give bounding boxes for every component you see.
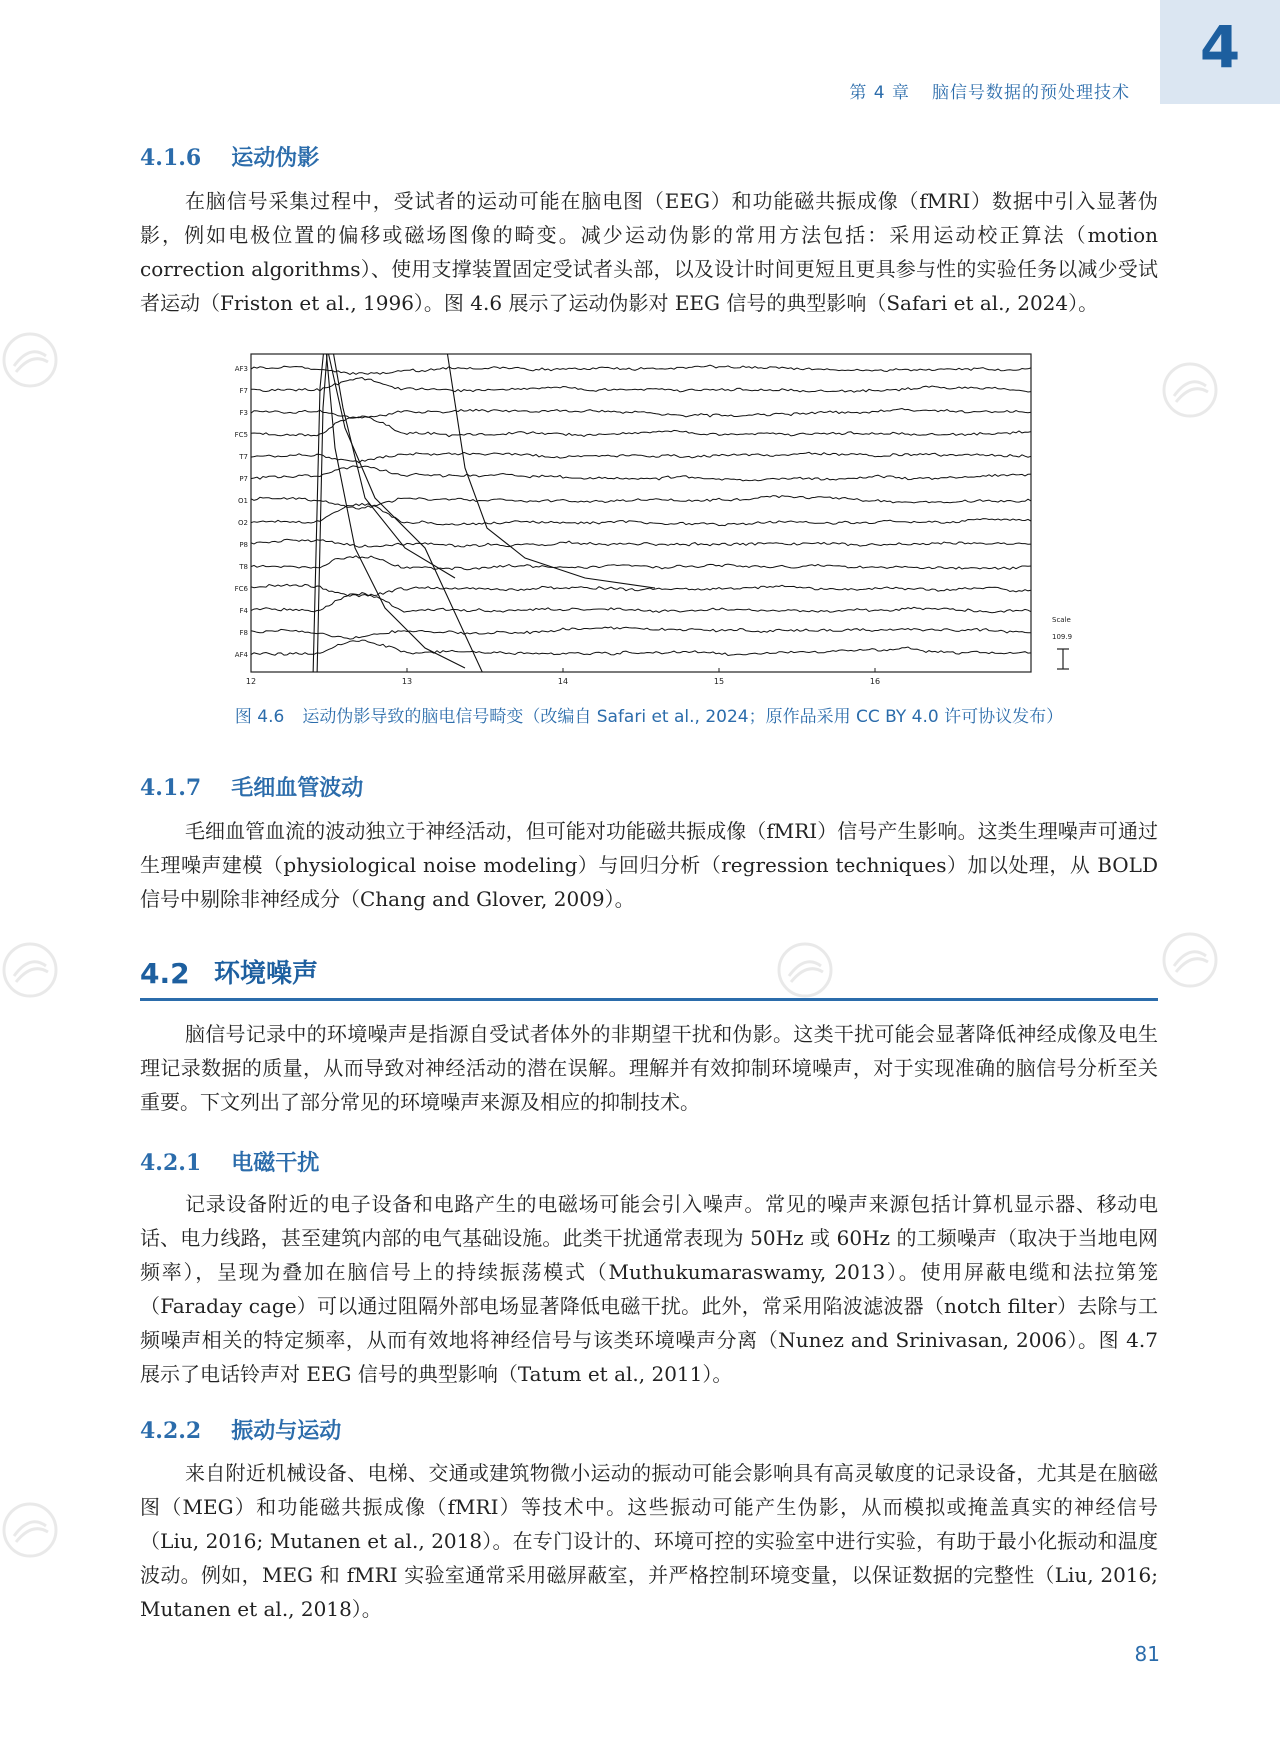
channel-label: F3 (239, 409, 248, 417)
publisher-watermark-logo (0, 330, 60, 390)
publisher-watermark-logo (0, 940, 60, 1000)
eeg-trace-p7 (251, 466, 1031, 481)
channel-label: F7 (239, 387, 248, 395)
channel-label: F4 (239, 607, 248, 615)
plot-frame (251, 354, 1031, 672)
paragraph-text: 来自附近机械设备、电梯、交通或建筑物微小运动的振动可能会影响具有高灵敏度的记录设备，尤其是在脑磁图（MEG）和功能磁共振成像（fMRI）等技术中。这些振动可能产生伪影，从而模拟或掩盖真实的神经信号（Liu, 2016; Mutanen et al., 2018）。在专门设计的、环境可控的实验室中进行实验，有助于最小化振动和温度波动。例如，MEG 和 fMRI 实验室通常采用磁屏蔽室，并严格控制环境变量，以保证数据的完整性（Liu, 2016; Mutanen et al., 2018）。 (140, 1461, 1158, 1621)
channel-label: P7 (239, 475, 248, 483)
section-title: 运动伪影 (231, 145, 320, 171)
publisher-watermark-logo (0, 1500, 60, 1560)
chapter-number: 4 (1199, 13, 1241, 81)
x-tick-label: 15 (713, 677, 725, 686)
scale-label: Scale (1052, 616, 1071, 624)
section-heading-4-1-6 (140, 141, 319, 172)
section-number: 4.2.2 (140, 1418, 202, 1444)
scale-bar (1052, 616, 1072, 669)
section-heading-4-2-2 (140, 1414, 341, 1445)
x-tick-label: 12 (245, 677, 257, 686)
eeg-trace-p8 (251, 539, 1031, 547)
eeg-trace-o2 (251, 504, 1031, 526)
running-head (849, 78, 1130, 103)
page-number: 81 (1134, 1642, 1160, 1666)
paragraph-capillary (140, 814, 1158, 916)
paragraph-text: 脑信号记录中的环境噪声是指源自受试者体外的非期望干扰和伪影。这类干扰可能会显著降低神经成像及电生理记录数据的质量，从而导致对神经活动的潜在误解。理解并有效抑制环境噪声，对于实现准确的脑信号分析至关重要。下文列出了部分常见的环境噪声来源及相应的抑制技术。 (140, 1022, 1158, 1114)
channel-label: T7 (239, 453, 248, 461)
channel-label: AF4 (234, 651, 248, 659)
section-number: 4.1.6 (140, 145, 202, 171)
x-tick-label: 16 (869, 677, 881, 686)
eeg-trace-af3 (251, 365, 1031, 374)
section-number: 4.1.7 (140, 775, 202, 801)
eeg-trace-f4 (251, 593, 1031, 613)
section-heading-4-1-7 (140, 771, 363, 802)
paragraph-em-interference (140, 1187, 1158, 1391)
channel-label: P8 (239, 541, 248, 549)
eeg-trace-t8 (251, 556, 1031, 570)
channel-label: FC6 (234, 585, 248, 593)
section-number: 4.2 (140, 957, 190, 990)
eeg-figure (225, 348, 1085, 688)
section-title: 毛细血管波动 (231, 775, 364, 801)
running-head-chapter: 第 4 章 (849, 83, 910, 103)
channel-label: FC5 (234, 431, 248, 439)
eeg-trace-t7 (251, 452, 1031, 462)
eeg-trace-fc5 (251, 416, 1031, 437)
channel-label: O1 (238, 497, 248, 505)
motion-artifact-trace (313, 348, 465, 678)
publisher-watermark-logo (1160, 930, 1220, 990)
eeg-trace-f7 (251, 378, 1031, 393)
section-heading-4-2-1 (140, 1146, 319, 1177)
publisher-watermark-logo (1160, 360, 1220, 420)
paragraph-environmental-noise (140, 1017, 1158, 1119)
paragraph-vibration (140, 1456, 1158, 1626)
section-title: 环境噪声 (214, 959, 319, 989)
paragraph-text: 记录设备附近的电子设备和电路产生的电磁场可能会引入噪声。常见的噪声来源包括计算机显示器、移动电话、电力线路，甚至建筑内部的电气基础设施。此类干扰通常表现为 50Hz 或 60Hz 的工频噪声（取决于当地电网频率），呈现为叠加在脑信号上的持续振荡模式（Muthukumaraswamy, 2013）。使用屏蔽电缆和法拉第笼（Faraday cage）可以通过阻隔外部电场显著降低电磁干扰。此外，常采用陷波滤波器（notch filter）去除与工频噪声相关的特定频率，从而有效地将神经信号与该类环境噪声分离（Nunez and Srinivasan, 2006）。图 4.7 展示了电话铃声对 EEG 信号的典型影响（Tatum et al., 2011）。 (140, 1192, 1158, 1386)
channel-label: T8 (239, 563, 248, 571)
figure-label: 图 4.6 (234, 707, 285, 727)
paragraph-text: 毛细血管血流的波动独立于神经活动，但可能对功能磁共振成像（fMRI）信号产生影响。这类生理噪声可通过生理噪声建模（physiological noise modeling）与回归分析（regression techniques）加以处理，从 BOLD 信号中剔除非神经成分（Chang and Glover, 2009）。 (140, 819, 1158, 911)
section-number: 4.2.1 (140, 1150, 202, 1176)
eeg-trace-f8 (251, 627, 1031, 639)
eeg-trace-af4 (251, 640, 1031, 655)
figure-caption (140, 702, 1158, 727)
x-tick-label: 14 (557, 677, 569, 686)
channel-label: F8 (239, 629, 248, 637)
motion-artifact-trace (445, 348, 655, 588)
scale-value: 109.9 (1052, 633, 1073, 641)
x-tick-label: 13 (401, 677, 413, 686)
paragraph-motion-artifacts (140, 184, 1158, 320)
section-heading-4-2 (140, 948, 1158, 1001)
section-title: 电磁干扰 (231, 1150, 320, 1176)
channel-label: AF3 (234, 365, 248, 373)
section-title: 振动与运动 (231, 1418, 342, 1444)
channel-label: O2 (238, 519, 248, 527)
running-head-title: 脑信号数据的预处理技术 (932, 83, 1130, 103)
figure-caption-text: 运动伪影导致的脑电信号畸变（改编自 Safari et al., 2024；原作品采用 CC BY 4.0 许可协议发布） (302, 707, 1064, 727)
paragraph-text: 在脑信号采集过程中，受试者的运动可能在脑电图（EEG）和功能磁共振成像（fMRI）数据中引入显著伪影，例如电极位置的偏移或磁场图像的畸变。减少运动伪影的常用方法包括：采用运动校正算法（motion correction algorithms）、使用支撑装置固定受试者头部，以及设计时间更短且更具参与性的实验任务以减少受试者运动（Friston et al., 1996）。图 4.6 展示了运动伪影对 EEG 信号的典型影响（Safari et al., 2024）。 (140, 189, 1158, 315)
eeg-chart (225, 348, 1085, 688)
